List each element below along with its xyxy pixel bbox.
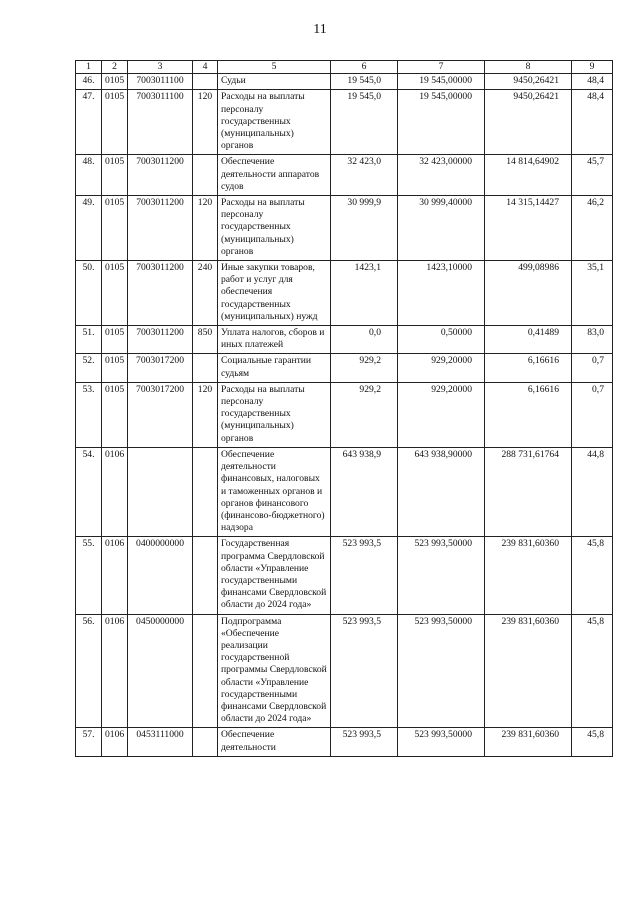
target-code: 7003011200	[128, 261, 193, 326]
target-code: 7003011100	[128, 90, 193, 155]
page-number: 11	[313, 22, 327, 37]
row-name: Обеспечение деятельности аппаратов судов	[218, 155, 331, 196]
expense-kind-code	[193, 354, 218, 382]
row-name: Иные закупки товаров, работ и услуг для обеспечения государственных (муниципальных) нужд	[218, 261, 331, 326]
refined-amount: 523 993,50000	[398, 728, 485, 756]
table-row	[76, 614, 613, 728]
table-row	[76, 447, 613, 536]
expense-kind-code	[193, 614, 218, 728]
table-body	[76, 74, 613, 757]
column-header-1: 1	[76, 61, 102, 74]
row-name: Судьи	[218, 74, 331, 90]
column-header-6: 6	[331, 61, 398, 74]
execution-percent: 35,1	[572, 261, 613, 326]
target-code: 7003011100	[128, 74, 193, 90]
section-code: 0105	[102, 326, 128, 354]
execution-percent: 46,2	[572, 196, 613, 261]
expense-kind-code: 120	[193, 90, 218, 155]
section-code: 0105	[102, 90, 128, 155]
plan-amount: 929,2	[331, 354, 398, 382]
refined-amount: 523 993,50000	[398, 537, 485, 614]
expense-kind-code: 850	[193, 326, 218, 354]
target-code: 7003011200	[128, 326, 193, 354]
row-name: Расходы на выплаты персоналу государственных (муниципальных) органов	[218, 382, 331, 447]
table-row	[76, 74, 613, 90]
section-code: 0105	[102, 261, 128, 326]
executed-amount: 9450,26421	[485, 74, 572, 90]
row-number: 48.	[76, 155, 102, 196]
execution-percent: 44,8	[572, 447, 613, 536]
plan-amount: 523 993,5	[331, 614, 398, 728]
target-code: 0453111000	[128, 728, 193, 756]
executed-amount: 6,16616	[485, 382, 572, 447]
executed-amount: 499,08986	[485, 261, 572, 326]
expense-kind-code: 120	[193, 382, 218, 447]
table-row	[76, 728, 613, 756]
section-code: 0106	[102, 614, 128, 728]
executed-amount: 14 814,64902	[485, 155, 572, 196]
row-name: Социальные гарантии судьям	[218, 354, 331, 382]
plan-amount: 523 993,5	[331, 537, 398, 614]
expense-kind-code: 240	[193, 261, 218, 326]
expense-kind-code	[193, 537, 218, 614]
execution-percent: 48,4	[572, 90, 613, 155]
table-row	[76, 196, 613, 261]
expense-kind-code	[193, 155, 218, 196]
row-name: Расходы на выплаты персоналу государственных (муниципальных) органов	[218, 90, 331, 155]
expense-kind-code	[193, 447, 218, 536]
expense-kind-code	[193, 728, 218, 756]
section-code: 0106	[102, 728, 128, 756]
target-code: 7003011200	[128, 196, 193, 261]
execution-percent: 45,7	[572, 155, 613, 196]
plan-amount: 32 423,0	[331, 155, 398, 196]
row-number: 53.	[76, 382, 102, 447]
section-code: 0105	[102, 354, 128, 382]
refined-amount: 32 423,00000	[398, 155, 485, 196]
column-header-5: 5	[218, 61, 331, 74]
table-row	[76, 326, 613, 354]
budget-table	[75, 60, 613, 757]
section-code: 0106	[102, 447, 128, 536]
column-header-3: 3	[128, 61, 193, 74]
row-name: Обеспечение деятельности финансовых, налоговых и таможенных органов и органов финансового (финансово-бюджетного) надзора	[218, 447, 331, 536]
executed-amount: 239 831,60360	[485, 728, 572, 756]
row-name: Подпрограмма «Обеспечение реализации государственной программы Свердловской области «Управление государственными финансами Свердловской области до 2024 года»	[218, 614, 331, 728]
section-code: 0105	[102, 196, 128, 261]
row-number: 56.	[76, 614, 102, 728]
row-number: 50.	[76, 261, 102, 326]
target-code: 7003017200	[128, 354, 193, 382]
column-header-4: 4	[193, 61, 218, 74]
header-row	[76, 61, 613, 74]
executed-amount: 239 831,60360	[485, 537, 572, 614]
row-number: 52.	[76, 354, 102, 382]
executed-amount: 9450,26421	[485, 90, 572, 155]
target-code: 0450000000	[128, 614, 193, 728]
refined-amount: 0,50000	[398, 326, 485, 354]
section-code: 0105	[102, 155, 128, 196]
table-row	[76, 382, 613, 447]
plan-amount: 929,2	[331, 382, 398, 447]
row-number: 57.	[76, 728, 102, 756]
row-number: 46.	[76, 74, 102, 90]
target-code: 7003011200	[128, 155, 193, 196]
row-number: 54.	[76, 447, 102, 536]
row-name: Расходы на выплаты персоналу государственных (муниципальных) органов	[218, 196, 331, 261]
row-name: Обеспечение деятельности	[218, 728, 331, 756]
table-row	[76, 90, 613, 155]
column-header-8: 8	[485, 61, 572, 74]
plan-amount: 19 545,0	[331, 74, 398, 90]
execution-percent: 45,8	[572, 614, 613, 728]
refined-amount: 929,20000	[398, 354, 485, 382]
plan-amount: 1423,1	[331, 261, 398, 326]
execution-percent: 0,7	[572, 354, 613, 382]
row-name: Государственная программа Свердловской области «Управление государственными финансами Свердловской области до 2024 года»	[218, 537, 331, 614]
executed-amount: 239 831,60360	[485, 614, 572, 728]
column-header-2: 2	[102, 61, 128, 74]
refined-amount: 19 545,00000	[398, 74, 485, 90]
section-code: 0105	[102, 382, 128, 447]
expense-kind-code	[193, 74, 218, 90]
plan-amount: 523 993,5	[331, 728, 398, 756]
execution-percent: 83,0	[572, 326, 613, 354]
refined-amount: 643 938,90000	[398, 447, 485, 536]
refined-amount: 19 545,00000	[398, 90, 485, 155]
plan-amount: 643 938,9	[331, 447, 398, 536]
column-header-9: 9	[572, 61, 613, 74]
executed-amount: 288 731,61764	[485, 447, 572, 536]
target-code	[128, 447, 193, 536]
refined-amount: 30 999,40000	[398, 196, 485, 261]
row-number: 49.	[76, 196, 102, 261]
column-header-7: 7	[398, 61, 485, 74]
table-row	[76, 155, 613, 196]
execution-percent: 48,4	[572, 74, 613, 90]
executed-amount: 14 315,14427	[485, 196, 572, 261]
expense-kind-code: 120	[193, 196, 218, 261]
row-name: Уплата налогов, сборов и иных платежей	[218, 326, 331, 354]
refined-amount: 929,20000	[398, 382, 485, 447]
row-number: 47.	[76, 90, 102, 155]
row-number: 55.	[76, 537, 102, 614]
target-code: 0400000000	[128, 537, 193, 614]
execution-percent: 45,8	[572, 537, 613, 614]
plan-amount: 0,0	[331, 326, 398, 354]
section-code: 0105	[102, 74, 128, 90]
plan-amount: 19 545,0	[331, 90, 398, 155]
target-code: 7003017200	[128, 382, 193, 447]
refined-amount: 523 993,50000	[398, 614, 485, 728]
table-row	[76, 354, 613, 382]
execution-percent: 0,7	[572, 382, 613, 447]
executed-amount: 0,41489	[485, 326, 572, 354]
refined-amount: 1423,10000	[398, 261, 485, 326]
table-row	[76, 537, 613, 614]
execution-percent: 45,8	[572, 728, 613, 756]
row-number: 51.	[76, 326, 102, 354]
section-code: 0106	[102, 537, 128, 614]
table-row	[76, 261, 613, 326]
plan-amount: 30 999,9	[331, 196, 398, 261]
executed-amount: 6,16616	[485, 354, 572, 382]
